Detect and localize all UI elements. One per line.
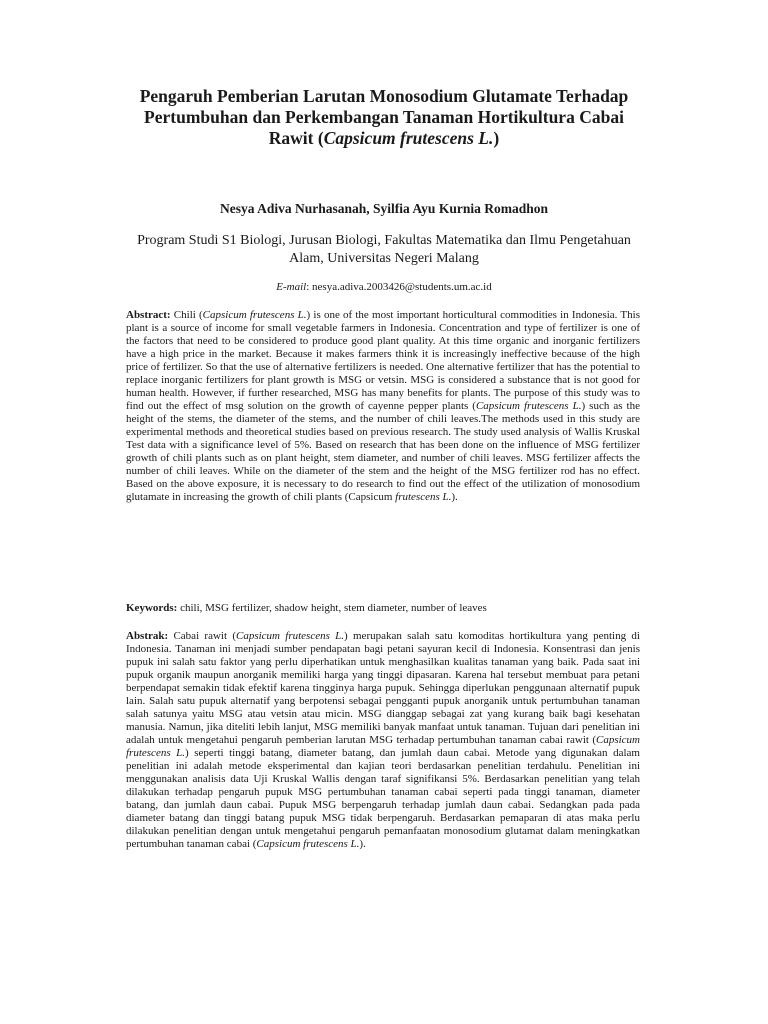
title-line-2: Pertumbuhan dan Perkembangan Tanaman Hortikultura Cabai <box>144 107 624 127</box>
paper-title <box>110 86 658 149</box>
abstract-text-3: ) such as the height of the stems, the diameter of the stems, and the number of chili leaves.The methods used in this study are experimental methods and theoretical studies based on previous research. The study used analysis of Wallis Kruskal Test data with a significance level of 5%. Based on research that has been done on the influence of MSG fertilizer growth of chili plants such as on plant height, stem diameter, and number of chili leaves. MSG fertilizer affects the number of chili leaves. While on the diameter of the stem and the height of the MSG fertilizer rod has no effect. Based on the above exposure, it is necessary to do research to find out the effect of the utilization of monosodium glutamate in increasing the growth of chili plants (Capsicum <box>126 400 640 503</box>
abstrak-sci-name-3: Capsicum frutescens L. <box>256 838 360 850</box>
keywords <box>126 602 640 615</box>
abstract-text-2: ) is one of the most important horticultural commodities in Indonesia. This plant is a source of income for small vegetable farmers in Indonesia. Concentration and type of fertilizer is one of the factors that need to be considered to produce good plant quality. At this time organic and inorganic fertilizers have a high price in the market. Because it makes farmers think it is increasingly ineffective because of the high price of fertilizer. So that the use of alternative fertilizers is needed. One alternative fertilizer that has the potential to replace inorganic fertilizers for plant growth is MSG or vetsin. MSG is considered a substance that is not good for human health. However, if further researched, MSG has many benefits for plants. The purpose of this study was to find out the effect of msg solution on the growth of cayenne pepper plants ( <box>126 309 640 412</box>
contact-email <box>100 280 668 294</box>
abstract-indonesian <box>126 630 640 851</box>
abstrak-text-3: ) seperti tinggi batang, diameter batang, dan jumlah daun cabai. Metode yang digunakan dalam penelitian ini adalah metode eksperimental dan kajian teori berdasarkan penelitian terdahulu. Penelitian ini menggunakan analisis data Uji Kruskal Wallis dengan taraf signifikansi 5%. Berdasarkan penelitian yang telah dilakukan terhadap pengaruh pupuk MSG pertumbuhan tanaman cabai seperti pada tinggi tanaman, diameter batang, dan jumlah daun cabai. Pupuk MSG berpengaruh terhadap jumlah daun cabai. Sedangkan pada pada diameter batang dan tinggi batang pupuk MSG tidak berpengaruh. Berdasarkan pemaparan di atas maka perlu dilakukan penelitian dengan untuk mengetahui pengaruh pemanfaatan monosodium glutamat dalam meningkatkan pertumbuhan tanaman cabai ( <box>126 747 640 850</box>
abstrak-text-1: Cabai rawit ( <box>168 630 236 642</box>
title-line-3-pre: Rawit ( <box>268 128 324 148</box>
abstract-sci-name-1: Capsicum frutescens L. <box>202 309 307 321</box>
keywords-label: Keywords: <box>126 602 178 614</box>
title-line-3-post: ) <box>493 128 500 148</box>
email-label: E-mail <box>276 281 307 293</box>
abstrak-label: Abstrak: <box>126 630 169 642</box>
abstract-label: Abstract: <box>126 309 171 321</box>
abstract-sci-name-2: Capsicum frutescens L. <box>475 400 582 412</box>
abstrak-text-2: ) merupakan salah satu komoditas hortikultura yang penting di Indonesia. Tanaman ini menjadi sumber pendapatan bagi petani sayuran kecil di Indonesia. Konsentrasi dan jenis pupuk ini salah satu faktor yang perlu diperhatikan untuk menghasilkan kualitas tanaman yang baik. Pada saat ini pupuk organik maupun anorganik memiliki harga yang tinggi dipasaran. Karena hal tersebut membuat para petani berpendapat semakin tidak efektif karena tingginya harga pupuk. Sehingga diperlukan penggunaan alternatif pupuk lain. Salah satu pupuk alternatif yang berpotensi sebagai pengganti pupuk anorganik untuk pertumbuhan tanaman salah satunya yaitu MSG atau vetsin atau micin. MSG dianggap sebagai zat yang kurang baik bagi kesehatan manusia. Namun, jika diteliti lebih lanjut, MSG memiliki banyak manfaat untuk tanaman. Tujuan dari penelitian ini adalah untuk mengetahui pengaruh pemberian larutan MSG terhadap pertumbuhan tanaman cabai rawit ( <box>126 630 640 746</box>
affiliation-line-1: Program Studi S1 Biologi, Jurusan Biologi, Fakultas Matematika dan Ilmu Pengetahuan <box>137 233 631 248</box>
abstrak-sci-name-2: Capsicum frutescens L. <box>126 734 640 759</box>
email-address: : nesya.adiva.2003426@students.um.ac.id <box>306 281 492 293</box>
title-scientific-name: Capsicum frutescens L. <box>323 128 494 148</box>
abstract-english <box>126 309 640 504</box>
affiliation <box>110 232 658 268</box>
abstrak-sci-name-1: Capsicum frutescens L. <box>235 630 345 642</box>
keywords-text: chili, MSG fertilizer, shadow height, stem diameter, number of leaves <box>177 602 487 614</box>
affiliation-line-2: Alam, Universitas Negeri Malang <box>289 251 479 266</box>
author-list: Nesya Adiva Nurhasanah, Syilfia Ayu Kurnia Romadhon <box>220 201 548 216</box>
abstract-text-4: ). <box>451 491 458 503</box>
title-line-1: Pengaruh Pemberian Larutan Monosodium Glutamate Terhadap <box>139 86 629 106</box>
abstrak-text-4: ). <box>359 838 366 850</box>
abstract-text-1: Chili ( <box>170 309 203 321</box>
abstract-sci-name-3: frutescens L. <box>395 491 452 503</box>
